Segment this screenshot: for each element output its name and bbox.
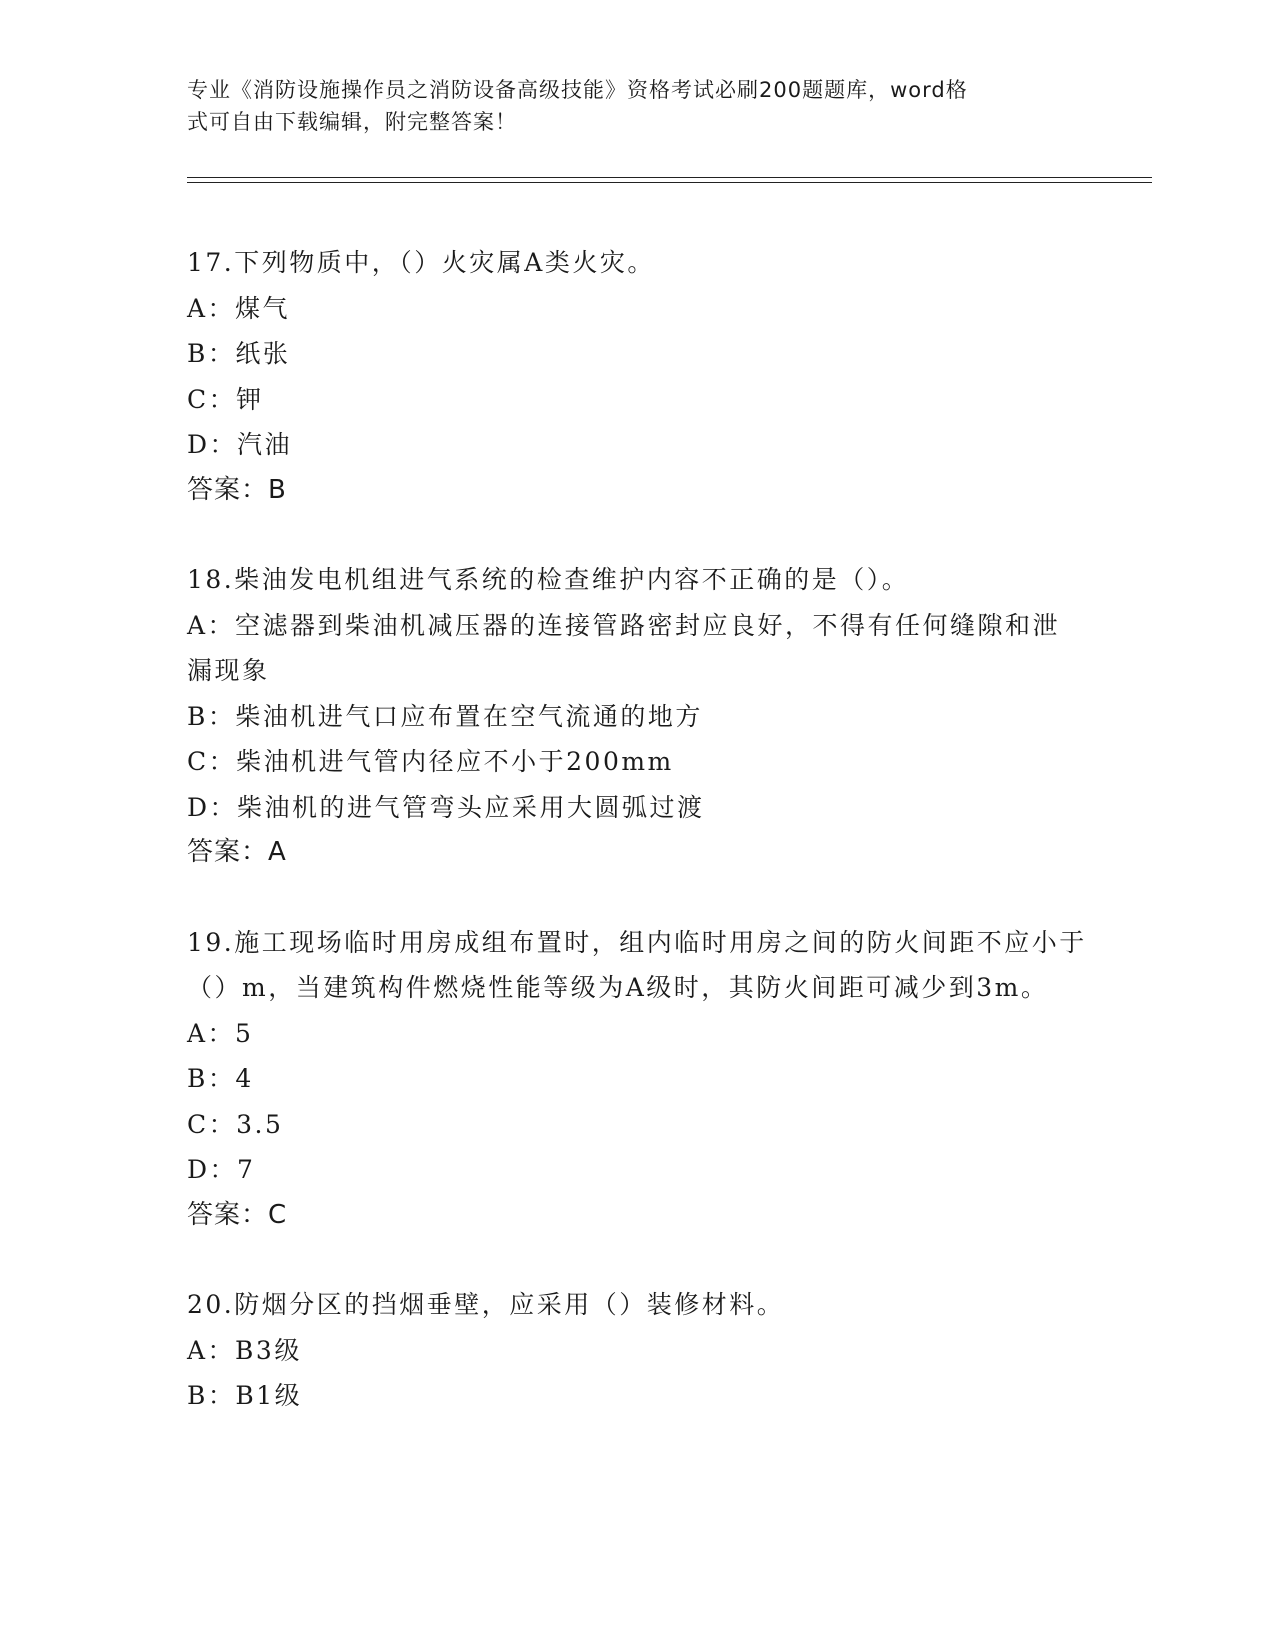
option-d: D：7 [187, 1155, 256, 1184]
answer: 答案：A [187, 837, 287, 867]
question-17 [187, 240, 1087, 513]
document-header [187, 74, 1067, 138]
header-line-1: 专业《消防设施操作员之消防设备高级技能》资格考试必刷200题题库，word格 [187, 78, 968, 102]
question-18 [187, 557, 1087, 876]
option-c: C：钾 [187, 384, 264, 414]
option-a: A：煤气 [187, 293, 291, 323]
option-d: D：柴油机的进气管弯头应采用大圆弧过渡 [187, 792, 705, 822]
answer: 答案：C [187, 1199, 288, 1230]
option-d: D：汽油 [187, 430, 293, 459]
option-b: B：4 [187, 1064, 254, 1093]
answer: 答案：B [187, 474, 287, 505]
header-rule-top [187, 177, 1152, 178]
option-a: A：B3级 [187, 1335, 302, 1365]
option-b: B：柴油机进气口应布置在空气流通的地方 [187, 701, 703, 731]
question-stem: 17.下列物质中，（）火灾属A类火灾。 [187, 248, 655, 277]
question-19 [187, 920, 1087, 1239]
question-stem: 20.防烟分区的挡烟垂壁，应采用（）装修材料。 [187, 1290, 785, 1319]
option-a: A：空滤器到柴油机减压器的连接管路密封应良好，不得有任何缝隙和泄漏现象 [187, 610, 1061, 685]
question-stem: 18.柴油发电机组进气系统的检查维护内容不正确的是（）。 [187, 565, 910, 594]
option-c: C：3.5 [187, 1109, 284, 1139]
option-b: B：B1级 [187, 1381, 303, 1410]
header-rule-bottom [187, 182, 1152, 183]
option-c: C：柴油机进气管内径应不小于200mm [187, 747, 674, 776]
question-20 [187, 1282, 1087, 1419]
option-a: A：5 [187, 1018, 254, 1048]
question-list [187, 240, 1087, 1463]
option-b: B：纸张 [187, 339, 291, 368]
header-line-2: 式可自由下载编辑，附完整答案！ [187, 110, 517, 134]
question-stem: 19.施工现场临时用房成组布置时，组内临时用房之间的防火间距不应小于（）m，当建筑构件燃烧性能等级为A级时，其防火间距可减少到3m。 [187, 927, 1087, 1002]
